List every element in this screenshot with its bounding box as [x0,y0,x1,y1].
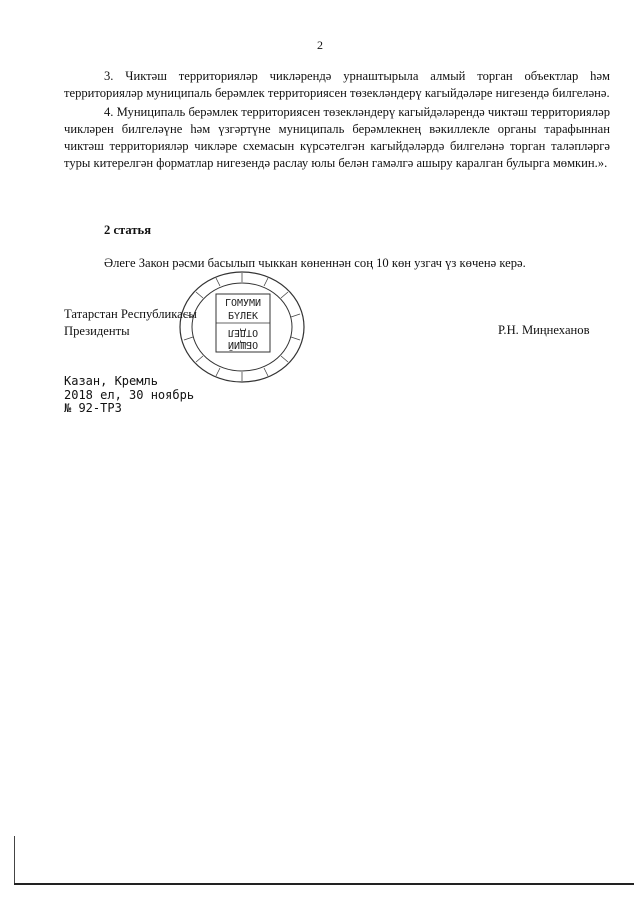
law-number: № 92-ТРЗ [64,401,122,415]
page-number: 2 [317,38,323,52]
place: Казан, Кремль [64,374,158,388]
signatory-name: Р.Н. Миңнеханов [498,323,590,337]
date: 2018 ел, 30 ноябрь [64,387,195,402]
place-date-block [64,375,194,416]
stamp-line-1: ГОМУМИ [224,298,262,309]
scan-edge-left [14,836,15,884]
stamp-line-4: ОБЩИЙ [227,339,259,350]
signatory-title-line1: Татарстан Республикасы [64,307,197,321]
enactment-text: Әлеге Закон рәсми басылып чыккан көненнән соң 10 көн узгач үз көченә керә. [104,256,526,270]
paragraph-3: 3. Чиктәш территорияләр чикләрендә урнаштырыла алмый торган объектлар һәм территорияләр муниципаль берәмлек территориясен төзекләндерү кагыйдәләре нигезендә билгеләнә. [64,69,610,101]
signatory-title-line2: Президенты [64,324,130,338]
article-heading: 2 статья [104,223,152,237]
stamp-line-3: ОТДЕЛ [227,327,259,338]
official-stamp [178,270,306,384]
paragraph-4: 4. Муниципаль берәмлек территориясен төзекләндерү кагыйдәләрендә чиктәш территорияләр чикләрен билгеләүне һәм үзгәртүне муниципаль берәмлекнең вәкиллекле органы тарафыннан чиктәш территорияләр чикләре схемасын күрсәтелгән кагыйдәләрдә билгеләнә торган таләпләргә туры китерелгән форматлар нигезендә раслау юлы белән гамәлгә ашыру каралган булырга мөмкин.». [64,104,610,171]
signatory-title [64,306,197,340]
scan-edge-bottom [14,883,634,885]
stamp-line-2: БҮЛЕК [227,311,259,322]
document-body [64,68,610,173]
